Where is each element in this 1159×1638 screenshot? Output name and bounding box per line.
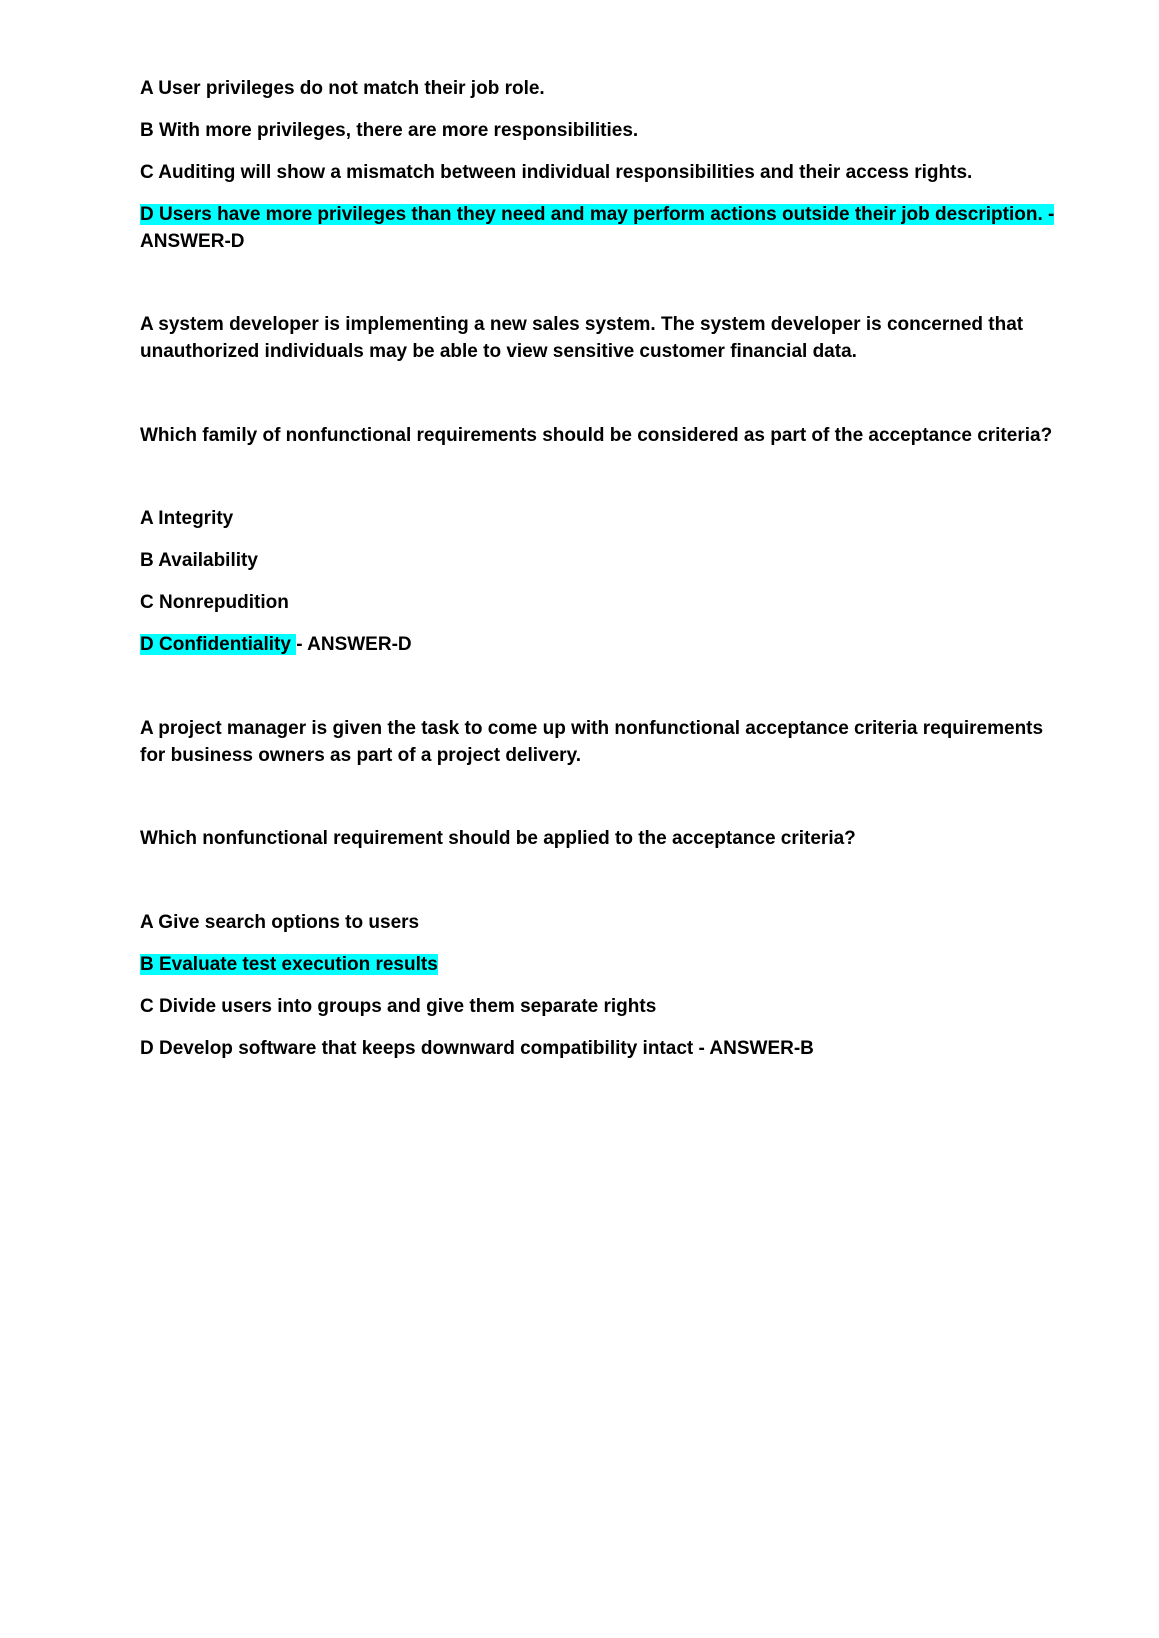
- q1-option-c: C Auditing will show a mismatch between individual responsibilities and their access rights.: [140, 162, 973, 183]
- q1-option-b: B With more privileges, there are more responsibilities.: [140, 120, 639, 141]
- q3-scenario-line-1: A project manager is given the task to come up with nonfunctional acceptance criteria requirements: [140, 718, 1044, 739]
- q3-option-b: [140, 952, 438, 978]
- q3-scenario-line-2: for business owners as part of a project delivery.: [140, 745, 582, 766]
- q1-answer: ANSWER-D: [140, 231, 245, 252]
- q3-option-c: C Divide users into groups and give them separate rights: [140, 996, 657, 1017]
- q2-scenario-line-2: unauthorized individuals may be able to view sensitive customer financial data.: [140, 341, 857, 362]
- q2-option-d: [140, 632, 412, 658]
- q3-option-b-highlight: B Evaluate test execution results: [140, 954, 438, 975]
- q2-option-b: B Availability: [140, 550, 258, 571]
- q2-question: Which family of nonfunctional requirements should be considered as part of the acceptance criteria?: [140, 425, 1053, 446]
- q1-option-d-highlight: D Users have more privileges than they need and may perform actions outside their job description. -: [140, 204, 1055, 225]
- q2-answer: - ANSWER-D: [296, 634, 412, 655]
- q3-question: Which nonfunctional requirement should be applied to the acceptance criteria?: [140, 828, 856, 849]
- q2-option-a: A Integrity: [140, 508, 234, 529]
- q2-option-c: C Nonrepudition: [140, 592, 289, 613]
- q2-option-d-highlight: D Confidentiality: [140, 634, 297, 655]
- q2-scenario-line-1: A system developer is implementing a new sales system. The system developer is concerned that: [140, 314, 1024, 335]
- q1-option-d: [140, 202, 1054, 228]
- q3-option-d: D Develop software that keeps downward compatibility intact - ANSWER-B: [140, 1038, 814, 1059]
- q1-option-a: A User privileges do not match their job role.: [140, 78, 545, 99]
- q3-option-a: A Give search options to users: [140, 912, 420, 933]
